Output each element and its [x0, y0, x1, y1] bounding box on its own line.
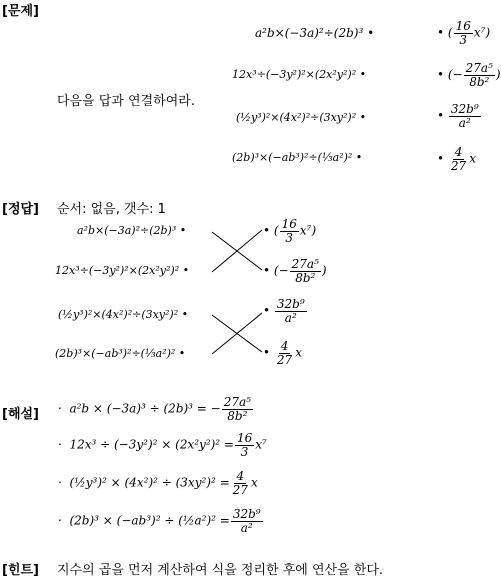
answer-left-item-3: (½y³)²×(4x²)²÷(3xy²)² • [58, 308, 189, 321]
answer-summary: 순서: 없음, 갯수: 1 [57, 202, 166, 217]
answer-right-item-4: • $\frac{4}{27}$ x [263, 339, 302, 367]
answer-right-item-2: • (− $\frac{\text{27a⁵}}{\text{8b²}}$ ) [263, 257, 327, 285]
problem-left-item-1: a²b×(−3a)²÷(2b)³ • [255, 26, 375, 40]
explanation-line-2: · 12x³ ÷ (−3y²)² × (2x²y²)² = $\frac{16}{3}$ x⁷ [58, 431, 267, 459]
explanation-line-4: · (2b)³ × (−ab³)² ÷ (½a²)² = $\frac{\text{32b⁹}}{\text{a²}}$ [58, 507, 261, 535]
connector-line-2-1 [212, 230, 262, 272]
answer-left-item-1: a²b×(−3a)²÷(2b)³ • [77, 224, 187, 237]
answer-left-item-4: (2b)³×(−ab³)²÷(⅓a²)² • [55, 347, 186, 360]
explanation-header: [해설] [2, 407, 39, 422]
hint-text: 지수의 곱을 먼저 계산하여 식을 정리한 후에 연산을 한다. [57, 563, 384, 578]
problem-right-item-4: • $\frac{4}{27}$ x [437, 145, 476, 173]
problem-right-item-3: • $\frac{\text{32b⁹}}{\text{a²}}$ [437, 102, 479, 130]
problem-right-item-2: • (− $\frac{\text{27a⁵}}{\text{8b²}}$ ) [437, 61, 501, 89]
problem-header: [문제] [2, 4, 39, 19]
connector-line-4-3 [212, 313, 262, 354]
problem-right-item-1: • ( $\frac{16}{3}$ x⁷) [437, 19, 491, 47]
problem-left-item-3: (½y³)²×(4x²)²÷(3xy²)² • [236, 111, 367, 124]
explanation-line-1: · a²b × (−3a)³ ÷ (2b)³ = − $\frac{\text{27a⁵}}{\text{8b²}}$ [58, 395, 251, 423]
explanation-line-3: · (½y³)² × (4x²)² ÷ (3xy²)² = $\frac{4}{27}$ x [58, 469, 258, 497]
answer-left-item-2: 12x³÷(−3y²)²×(2x²y²)² • [55, 264, 190, 277]
answer-header: [정답] [2, 202, 39, 217]
answer-right-item-1: • ( $\frac{16}{3}$ x⁷) [263, 217, 317, 245]
hint-header: [힌트] [2, 563, 39, 578]
problem-left-item-4: (2b)³×(−ab³)²÷(⅓a²)² • [232, 151, 363, 164]
problem-left-item-2: 12x³÷(−3y²)²×(2x²y²)² • [232, 68, 367, 81]
answer-right-item-3: • $\frac{\text{32b⁹}}{\text{a²}}$ [263, 297, 305, 325]
problem-instruction: 다음을 답과 연결하여라. [57, 94, 195, 109]
